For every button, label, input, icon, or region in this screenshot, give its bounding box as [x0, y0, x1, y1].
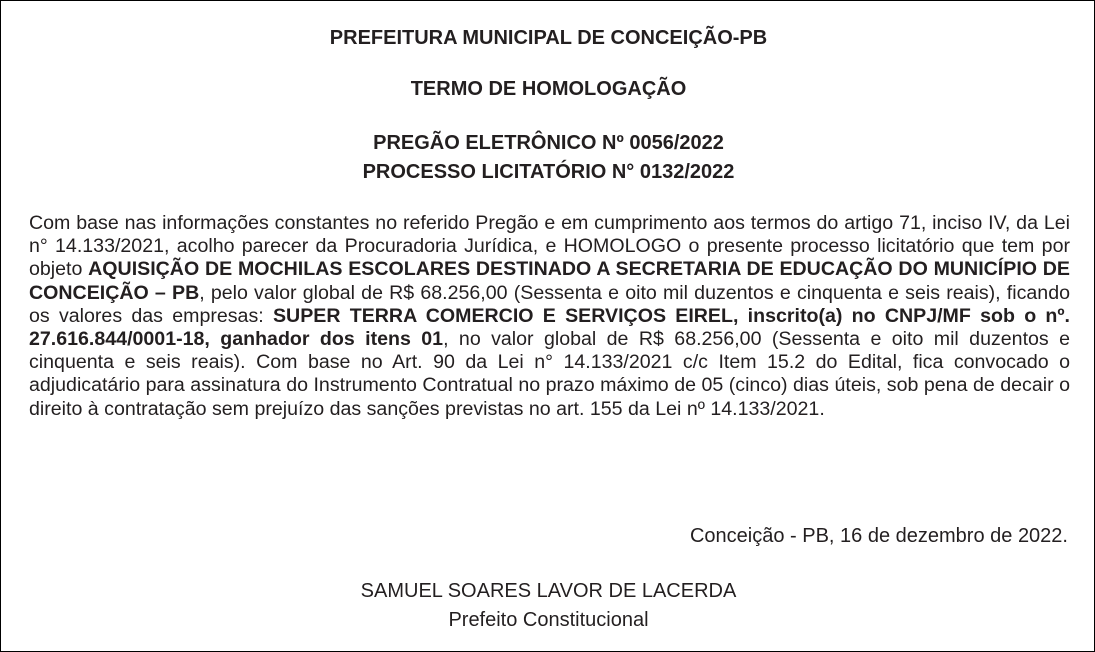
date-line: Conceição - PB, 16 de dezembro de 2022. [689, 525, 1068, 547]
body-text-intro: Com base nas informações constantes no referido Pregão e em cumprimento aos termos do artigo 71, inciso IV, da Lei n° 14.133/2021, acolho parecer da Procuradoria Jurídica, e HOMOLOGO o presente processo licitatório que tem por objeto [29, 212, 1070, 281]
document-type-heading: TERMO DE HOMOLOGAÇÃO [410, 78, 687, 100]
object-text: AQUISIÇÃO DE MOCHILAS ESCOLARES DESTINADO A SECRETARIA DE EDUCAÇÃO DO MUNICÍPIO DE CONCEIÇÃO – PB [29, 258, 1070, 304]
body-text-closing: , no valor global de R$ 68.256,00 (Sessenta e oito mil duzentos e cinquenta e seis reais). Com base no Art. 90 da Lei n° 14.133/2021 c/c Item 15.2 do Edital, fica convocado o adjudicatário para assinatura do Instrumento Contratual no prazo máximo de 05 (cinco) dias úteis, sob pena de decair o direito à contratação sem prejuízo das sanções previstas no art. 155 da Lei nº 14.133/2021. [29, 328, 1070, 420]
processo-heading: PROCESSO LICITATÓRIO N° 0132/2022 [362, 161, 735, 183]
municipality-heading: PREFEITURA MUNICIPAL DE CONCEIÇÃO-PB [329, 27, 768, 49]
winner-text: SUPER TERRA COMERCIO E SERVIÇOS EIREL, inscrito(a) no CNPJ/MF sob o nº. 27.616.844/0001-18, ganhador dos itens 01 [29, 304, 1070, 351]
signatory-name: SAMUEL SOARES LAVOR DE LACERDA [360, 580, 737, 602]
body-text-value: , pelo valor global de R$ 68.256,00 (Sessenta e oito mil duzentos e cinquenta e seis reais), ficando os valores das empresas: [29, 281, 1070, 327]
pregao-heading: PREGÃO ELETRÔNICO Nº 0056/2022 [373, 132, 724, 154]
signatory-title: Prefeito Constitucional [448, 609, 649, 631]
body-paragraph [29, 212, 1070, 421]
